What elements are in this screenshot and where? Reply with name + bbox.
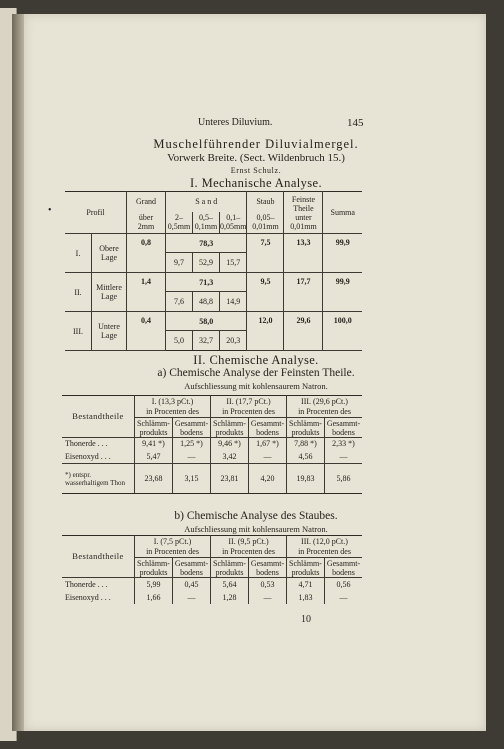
group-subheader: in Procenten des — [211, 407, 287, 418]
table-cell: 1,28 — [211, 591, 249, 604]
grain-sand-2-label: 0,5– — [199, 213, 213, 223]
cell-summa: 99,9 — [323, 234, 362, 273]
col-gesammt: Gesammt-bodens — [325, 558, 363, 578]
header-profil: Profil — [65, 192, 127, 234]
col-schlaemm: Schlämm-produkts — [287, 558, 325, 578]
section-heading-mechanical: I. Mechanische Analyse. — [189, 176, 323, 190]
cell-feinste: 17,7 — [284, 273, 323, 312]
table-cell: 0,56 — [325, 578, 363, 591]
table-cell: 0,53 — [249, 578, 287, 591]
author-name: Ernst Schulz. — [230, 166, 282, 175]
subsection-a-heading: a) Chemische Analyse der Feinsten Theile. — [157, 367, 355, 379]
table-cell: 1,25 *) — [173, 438, 211, 450]
grain-staub — [247, 212, 284, 234]
row-label: Eisenoxyd . . . — [62, 591, 135, 604]
group-header-3: III. (29,6 pCt.) — [287, 396, 363, 407]
col-gesammt: Gesammt-bodens — [173, 558, 211, 578]
table-cell: 2,33 *) — [325, 438, 363, 450]
table-cell: — — [249, 591, 287, 604]
cell-sand-2: 52,9 — [193, 253, 220, 273]
row-label: Thonerde . . . — [62, 438, 135, 450]
cell-grand: 1,4 — [127, 273, 166, 312]
col-gesammt: Gesammt-bodens — [325, 418, 363, 438]
cell-summa: 100,0 — [323, 312, 362, 351]
group-header-1: I. (7,5 pCt.) — [135, 536, 211, 547]
running-head-title: Unteres Diluvium. — [198, 117, 273, 128]
table-cell: 5,64 — [211, 578, 249, 591]
table-cell: 3,15 — [173, 464, 211, 494]
cell-staub: 7,5 — [247, 234, 284, 273]
cell-sand-total: 78,3 — [166, 234, 247, 253]
table-cell: 1,66 — [135, 591, 173, 604]
page-subtitle: Vorwerk Breite. (Sect. Wildenbruch 15.) — [167, 152, 345, 164]
group-subheader: in Procenten des — [287, 407, 363, 418]
chemical-analysis-dust-table — [62, 535, 362, 604]
cell-staub: 12,0 — [247, 312, 284, 351]
col-schlaemm: Schlämm-produkts — [211, 558, 249, 578]
row-number: II. — [65, 273, 92, 312]
table-cell: 19,83 — [287, 464, 325, 494]
table-cell: 5,47 — [135, 450, 173, 464]
cell-sand-3: 14,9 — [220, 292, 247, 312]
col-gesammt: Gesammt-bodens — [249, 558, 287, 578]
cell-summa: 99,9 — [323, 273, 362, 312]
cell-sand-3: 15,7 — [220, 253, 247, 273]
header-staub: Staub — [247, 192, 284, 212]
group-subheader: in Procenten des — [135, 407, 211, 418]
grain-sand-1 — [166, 212, 193, 234]
footnote-label: *) entspr. wasserhaltigem Thon — [62, 464, 135, 494]
table-cell: 9,41 *) — [135, 438, 173, 450]
grain-sand-3 — [220, 212, 247, 234]
group-header-3: III. (12,0 pCt.) — [287, 536, 363, 547]
row-name: Obere Lage — [92, 234, 127, 273]
subsection-b-heading: b) Chemische Analyse des Staubes. — [174, 510, 338, 522]
table-cell: 5,99 — [135, 578, 173, 591]
header-feinste — [284, 192, 323, 234]
mechanical-analysis-table — [65, 191, 362, 351]
grain-grand-unit: 2mm — [137, 222, 155, 232]
page-number: 145 — [347, 117, 364, 129]
table-cell: — — [325, 450, 363, 464]
header-grand: Grand — [127, 192, 166, 212]
col-schlaemm: Schlämm-produkts — [135, 418, 173, 438]
book-gutter — [12, 14, 24, 731]
group-subheader: in Procenten des — [135, 547, 211, 558]
row-number: III. — [65, 312, 92, 351]
grain-staub-label: 0,05– — [256, 213, 275, 223]
cell-sand-2: 32,7 — [193, 331, 220, 351]
col-gesammt: Gesammt-bodens — [173, 418, 211, 438]
cell-feinste: 29,6 — [284, 312, 323, 351]
grain-sand-2-unit: 0,1mm — [194, 222, 218, 232]
col-schlaemm: Schlämm-produkts — [287, 418, 325, 438]
cell-grand: 0,8 — [127, 234, 166, 273]
col-gesammt: Gesammt-bodens — [249, 418, 287, 438]
page-title: Muschelführender Diluvialmergel. — [153, 137, 359, 151]
table-cell: 1,67 *) — [249, 438, 287, 450]
signature-mark: 10 — [301, 614, 311, 625]
group-subheader: in Procenten des — [287, 547, 363, 558]
cell-sand-2: 48,8 — [193, 292, 220, 312]
cell-sand-total: 58,0 — [166, 312, 247, 331]
table-cell: — — [249, 450, 287, 464]
group-header-2: II. (9,5 pCt.) — [211, 536, 287, 547]
cell-sand-1: 5,0 — [166, 331, 193, 351]
cell-grand: 0,4 — [127, 312, 166, 351]
cell-sand-1: 9,7 — [166, 253, 193, 273]
group-subheader: in Procenten des — [211, 547, 287, 558]
row-number: I. — [65, 234, 92, 273]
table-cell: 4,71 — [287, 578, 325, 591]
cell-sand-total: 71,3 — [166, 273, 247, 292]
row-name: Mittlere Lage — [92, 273, 127, 312]
table-cell: 3,42 — [211, 450, 249, 464]
table-cell: 23,68 — [135, 464, 173, 494]
table-cell: 23,81 — [211, 464, 249, 494]
header-bestandtheile: Bestandtheile — [62, 396, 135, 438]
table-cell: — — [173, 591, 211, 604]
table-cell: — — [325, 591, 363, 604]
table-cell: 9,46 *) — [211, 438, 249, 450]
group-header-2: II. (17,7 pCt.) — [211, 396, 287, 407]
cell-feinste: 13,3 — [284, 234, 323, 273]
chemical-analysis-fine-table — [62, 395, 362, 494]
table-cell: 4,20 — [249, 464, 287, 494]
row-label: Thonerde . . . — [62, 578, 135, 591]
table-cell: 7,88 *) — [287, 438, 325, 450]
grain-sand-2 — [193, 212, 220, 234]
cell-staub: 9,5 — [247, 273, 284, 312]
header-feinste-unit: 0,01mm — [290, 221, 317, 231]
subsection-a-note: Aufschliessung mit kohlensaurem Natron. — [184, 381, 328, 391]
grain-sand-1-label: 2– — [175, 213, 183, 223]
grain-sand-1-unit: 0,5mm — [167, 222, 191, 232]
grain-staub-unit: 0,01mm — [252, 222, 279, 232]
subsection-b-note: Aufschliessung mit kohlensaurem Natron. — [184, 524, 328, 534]
grain-grand-label: über — [138, 213, 154, 223]
table-cell: 1,83 — [287, 591, 325, 604]
stray-mark: • — [48, 205, 52, 216]
table-cell: 4,56 — [287, 450, 325, 464]
table-cell: 0,45 — [173, 578, 211, 591]
grain-grand — [127, 212, 166, 234]
col-schlaemm: Schlämm-produkts — [211, 418, 249, 438]
header-bestandtheile: Bestandtheile — [62, 536, 135, 578]
header-sand: S a n d — [166, 192, 247, 212]
row-name: Untere Lage — [92, 312, 127, 351]
table-cell: — — [173, 450, 211, 464]
header-summa: Summa — [323, 192, 362, 234]
grain-sand-3-label: 0,1– — [226, 213, 241, 223]
col-schlaemm: Schlämm-produkts — [135, 558, 173, 578]
table-cell: 5,86 — [325, 464, 363, 494]
cell-sand-3: 20,3 — [220, 331, 247, 351]
header-feinste-label: Feinste Theile unter — [291, 194, 315, 222]
group-header-1: I. (13,3 pCt.) — [135, 396, 211, 407]
section-heading-chemical: II. Chemische Analyse. — [193, 353, 319, 367]
row-label: Eisenoxyd . . . — [62, 450, 135, 464]
grain-sand-3-unit: 0,05mm — [220, 222, 247, 232]
cell-sand-1: 7,6 — [166, 292, 193, 312]
